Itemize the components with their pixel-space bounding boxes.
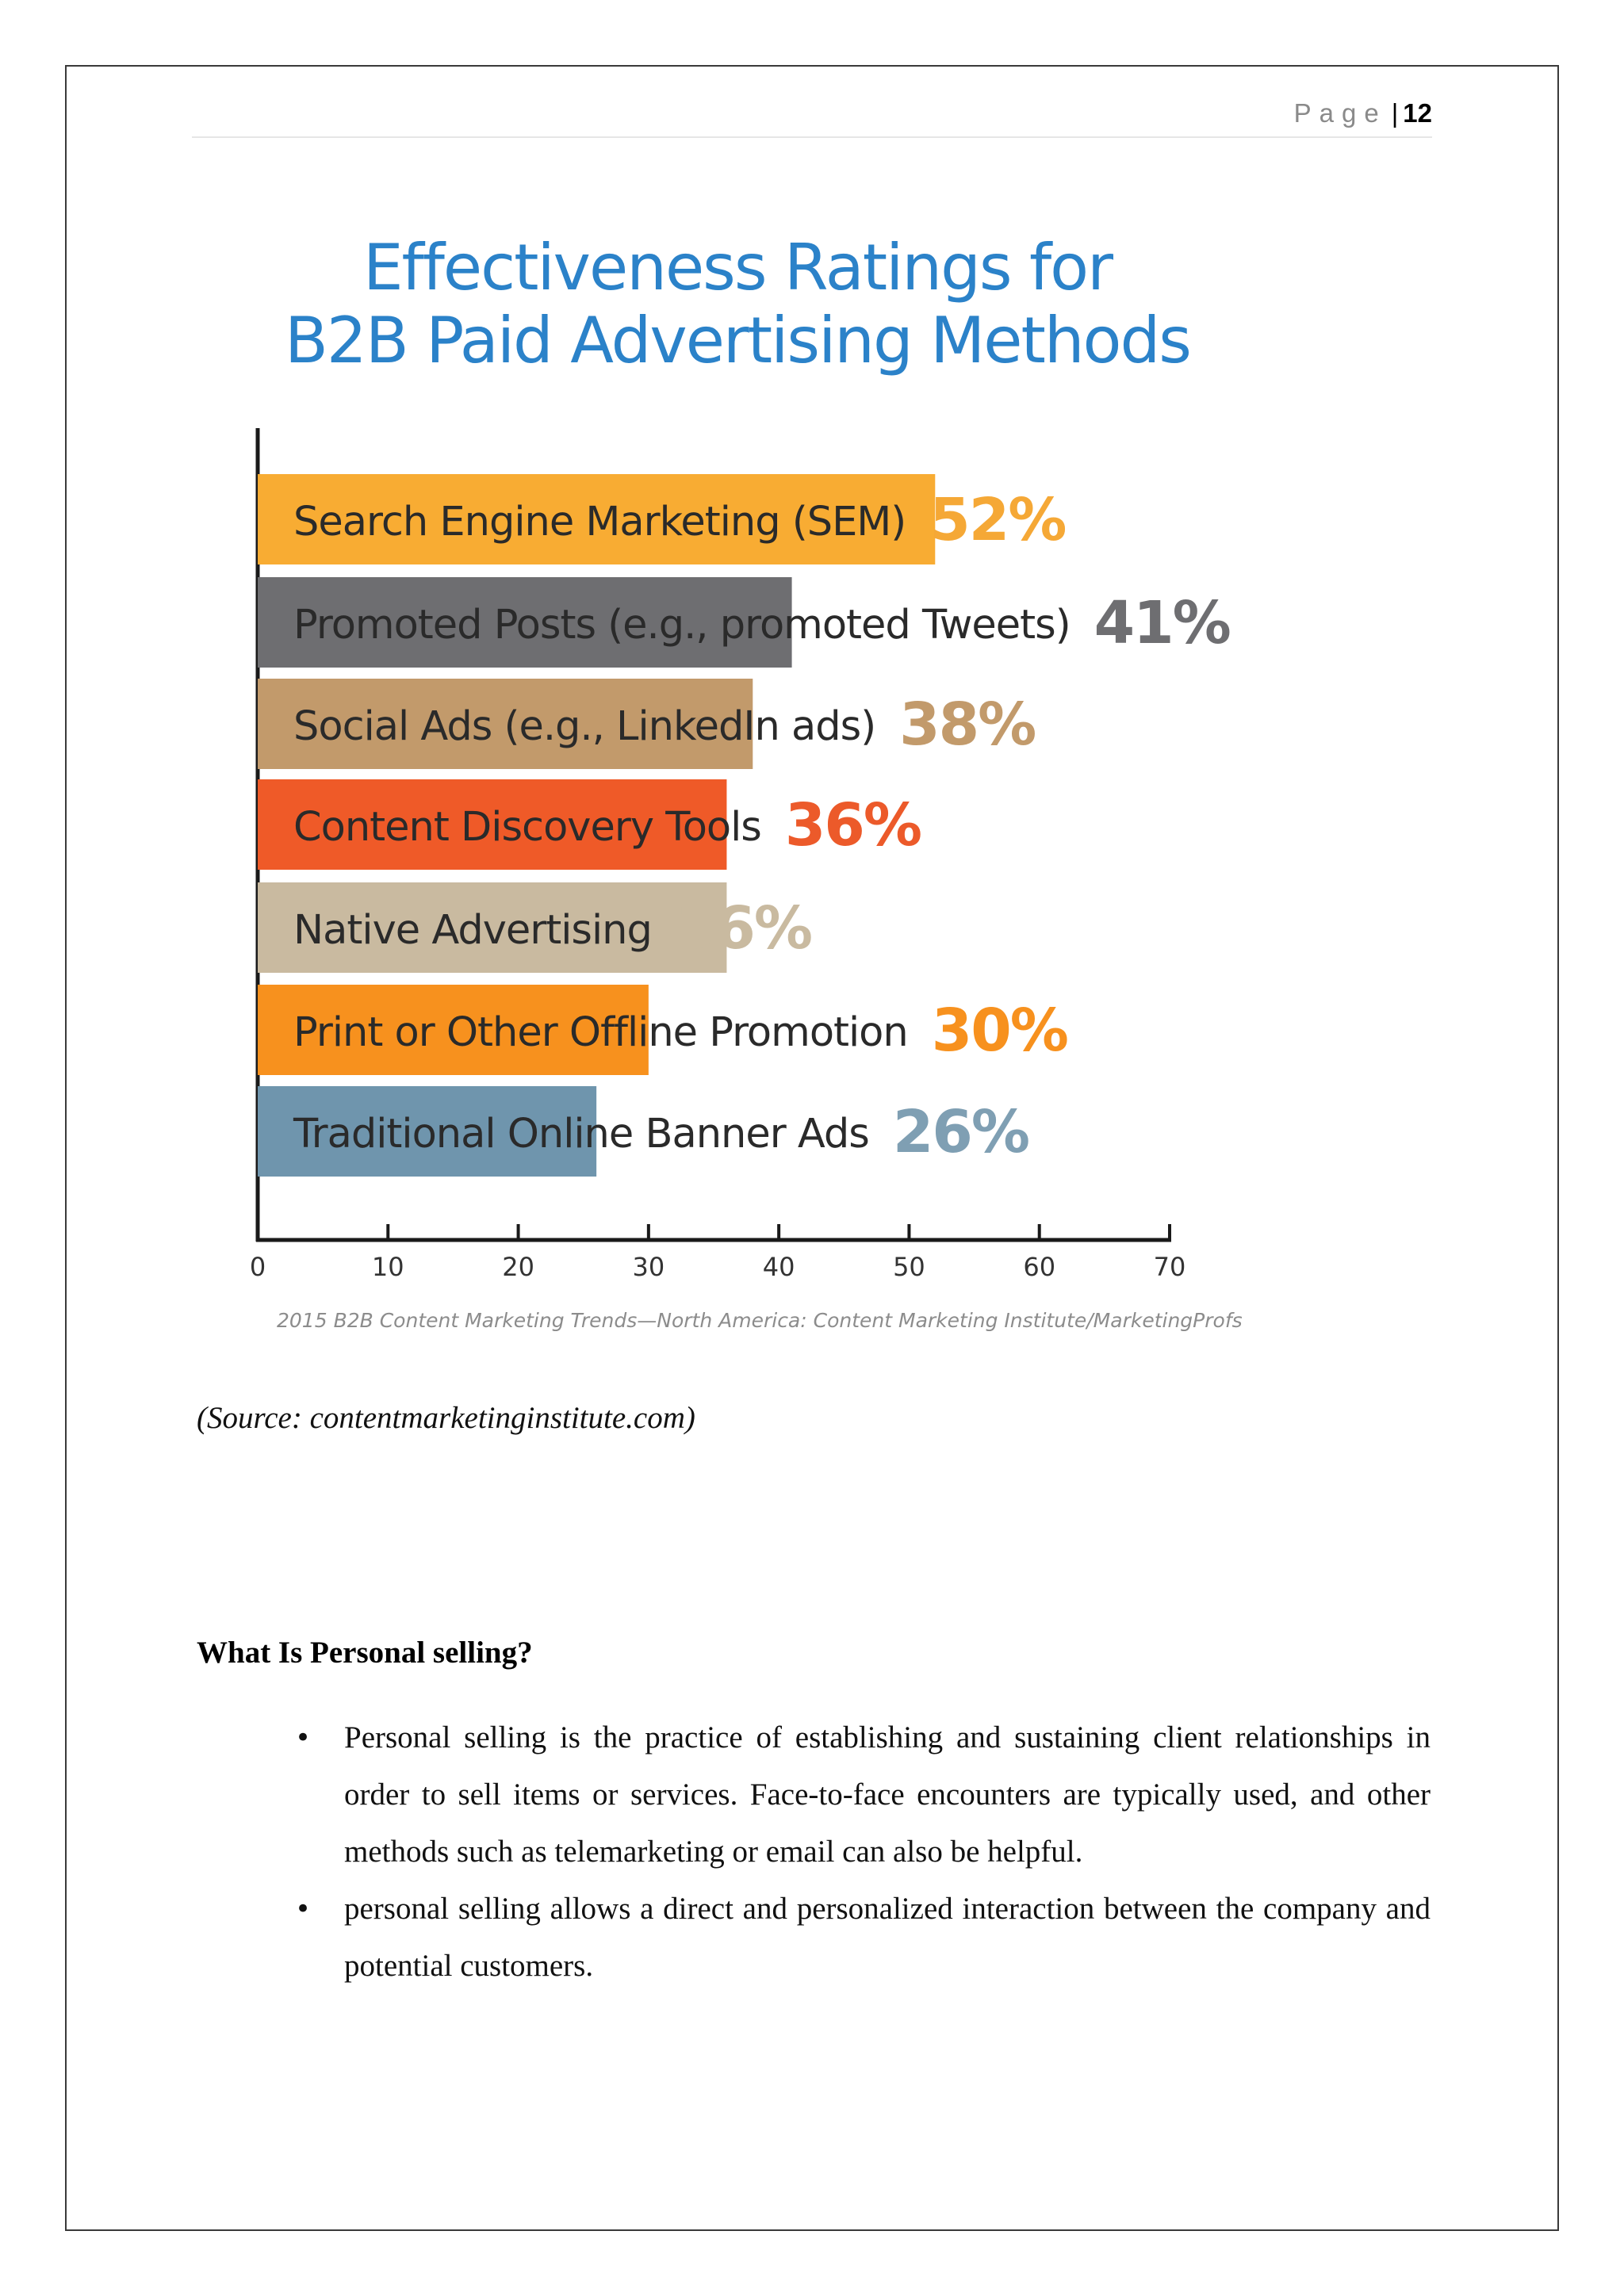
bullet-list [344,1709,1431,1995]
bar-value-label: 38% [899,691,1036,759]
bar-value-label: 52% [929,486,1066,554]
x-tick-label: 0 [249,1252,266,1282]
source-citation: (Source: contentmarketinginstitute.com) [197,1401,695,1435]
page-separator: | [1391,98,1399,128]
page-number-value: 12 [1403,98,1432,128]
bar-category-label: Social Ads (e.g., LinkedIn ads) [293,703,876,750]
bar-category-label: Print or Other Offline Promotion [293,1009,908,1056]
page-word: Page [1293,98,1387,128]
x-tick-label: 30 [632,1252,665,1282]
x-tick-label: 10 [371,1252,404,1282]
chart-title-line-1: Effectiveness Ratings for [363,231,1112,304]
bullet-item: • personal selling allows a direct and personalized interaction between the company and potential customers. [344,1881,1431,1995]
x-tick-label: 20 [502,1252,534,1282]
chart-title-line-2: B2B Paid Advertising Methods [285,304,1190,377]
bar-value-label: 26% [892,1098,1028,1166]
x-tick-label: 60 [1023,1252,1056,1282]
bar-category-label: Promoted Posts (e.g., promoted Tweets) [293,602,1071,649]
bar-category-label: Content Discovery Tools [293,804,761,851]
bar-value-label: 41% [1094,589,1230,657]
section-heading: What Is Personal selling? [197,1636,533,1670]
x-tick-label: 70 [1153,1252,1186,1282]
bar-category-label: Traditional Online Banner Ads [293,1111,869,1158]
bar-value-label: 30% [931,997,1067,1065]
chart-caption: 2015 B2B Content Marketing Trends—North America: Content Marketing Institute/MarketingProfs [277,1309,1243,1332]
bar-value-label: 36% [784,791,921,859]
bar-value-label: 36% [675,894,811,962]
bar-category-label: Search Engine Marketing (SEM) [293,499,906,545]
x-tick-label: 50 [893,1252,925,1282]
x-tick-label: 40 [762,1252,795,1282]
bar-category-label: Native Advertising [293,907,652,954]
bullet-item: • Personal selling is the practice of establishing and sustaining client relationships in order to sell items or services. Face-to-face encounters are typically used, and other methods such as telemarketing or email can also be helpful. [344,1709,1431,1881]
